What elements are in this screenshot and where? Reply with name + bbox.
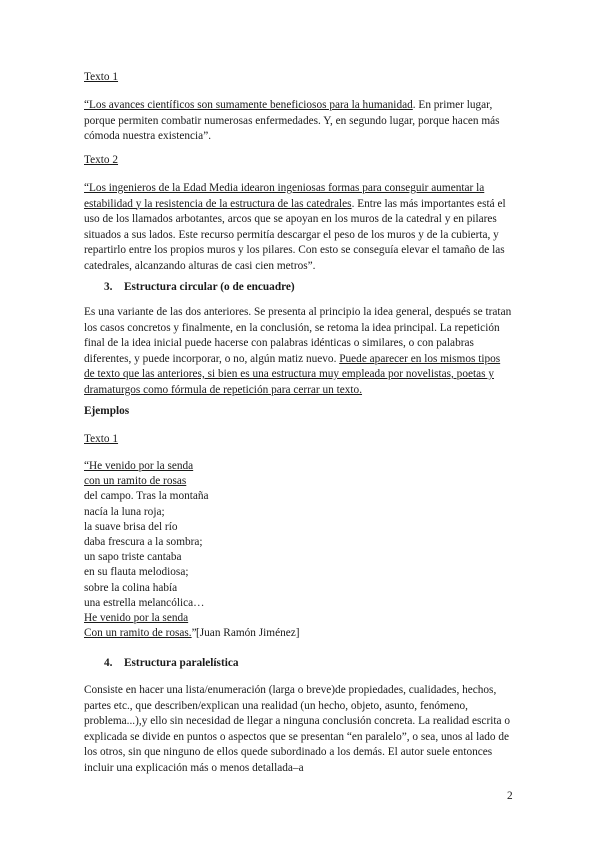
section4-title: Estructura paralelística (124, 657, 239, 669)
poem-line-text: la suave brisa del río (84, 520, 178, 533)
poem-line-text: un sapo triste cantaba (84, 551, 182, 564)
poem-line (84, 520, 512, 535)
poem-line (84, 459, 512, 474)
poem-line-text: del campo. Tras la montaña (84, 490, 209, 503)
poem-line-text: daba frescura a la sombra; (84, 536, 203, 549)
poem-line-text: nacía la luna roja; (84, 505, 165, 518)
poem-author: [Juan Ramón Jiménez] (196, 627, 300, 639)
poem-line-text: con un ramito de rosas (84, 475, 187, 488)
page-number: 2 (507, 790, 513, 802)
texto2-label: Texto 2 (84, 154, 119, 166)
poem-line (84, 474, 512, 489)
texto1-quote (84, 98, 512, 145)
section3-body (84, 305, 512, 398)
poem-line-text: en su flauta melodiosa; (84, 566, 189, 579)
poem-line-text: He venido por la senda (84, 612, 189, 625)
texto1-quote-rest: . En primer lugar, porque permiten combatir numerosas enfermedades. Y, en segundo lugar, porque hacen más cómoda nuestra existencia”. (84, 99, 500, 142)
poem-line (84, 505, 512, 520)
ejemplos-texto1-label: Texto 1 (84, 433, 119, 445)
ejemplos-heading: Ejemplos (84, 405, 130, 417)
poem-line (84, 550, 512, 565)
section3-heading (104, 281, 295, 293)
poem (84, 459, 512, 641)
section4-heading (104, 657, 239, 669)
texto2-quote-rest: . Entre las más importantes está el uso de los llamados arbotantes, arcos que se apoyan en los muros de la catedral y en pilares situados a sus lados. Este recurso permitía descargar el peso de los muros y de la cubierta, y repartirlo entre los propios muros y los pilares. Con esto se conseguía elevar el tamaño de las catedrales, alcanzando alturas de casi cien metros”. (84, 197, 506, 272)
texto1-quote-underlined: “Los avances científicos son sumamente beneficiosos para la humanidad (84, 99, 413, 111)
texto2-quote-underlined: “Los ingenieros de la Edad Media idearon ingeniosas formas para conseguir aumentar la estabilidad y la resistencia de la estructura de las catedrales (84, 182, 485, 210)
poem-line-text: una estrella melancólica… (84, 596, 205, 609)
poem-line (84, 611, 512, 626)
poem-line (84, 565, 512, 580)
section3-body-underlined: Puede aparecer en los mismos tipos de texto que las anteriores, si bien es una estructura muy empleada por novelistas, poetas y dramaturgos como fórmula de repetición para cerrar un texto. (84, 352, 501, 396)
poem-close-quote: ” (191, 627, 197, 640)
poem-line (84, 489, 512, 504)
poem-line (84, 535, 512, 550)
section4-body: Consiste en hacer una lista/enumeración (larga o breve)de propiedades, cualidades, hechos, partes etc., que describen/explican una realidad (un hecho, objeto, asunto, fenómeno, problema...),y ello sin necesidad de llegar a ninguna conclusión concreta. La realidad escrita o explicada se divide en puntos o aspectos que se presentan “en paralelo”, o sea, unos al lado de los otros, sin que ninguno de ellos quede subordinado a los demás. El autor suele entonces incluir una explicación más o menos detallada–a (84, 684, 510, 774)
poem-line (84, 581, 512, 596)
poem-line-text: “He venido por la senda (84, 460, 194, 472)
poem-line-text: Con un ramito de rosas. (84, 627, 192, 640)
section3-number: 3. (104, 281, 113, 293)
section3-body-plain: Es una variante de las dos anteriores. Se presenta al principio la idea general, después se tratan los casos concretos y finalmente, en la conclusión, se retoma la idea principal. La repetición final de la idea inicial puede hacerse con palabras idénticas o similares, o con palabras diferentes, y puede incorporar, o no, algún matiz nuevo. (84, 306, 512, 365)
section3-title: Estructura circular (o de encuadre) (124, 281, 295, 293)
poem-line-text: sobre la colina había (84, 581, 178, 594)
texto2-quote (84, 181, 512, 274)
poem-line (84, 596, 512, 611)
section4-number: 4. (104, 657, 113, 669)
texto1-label: Texto 1 (84, 71, 119, 83)
